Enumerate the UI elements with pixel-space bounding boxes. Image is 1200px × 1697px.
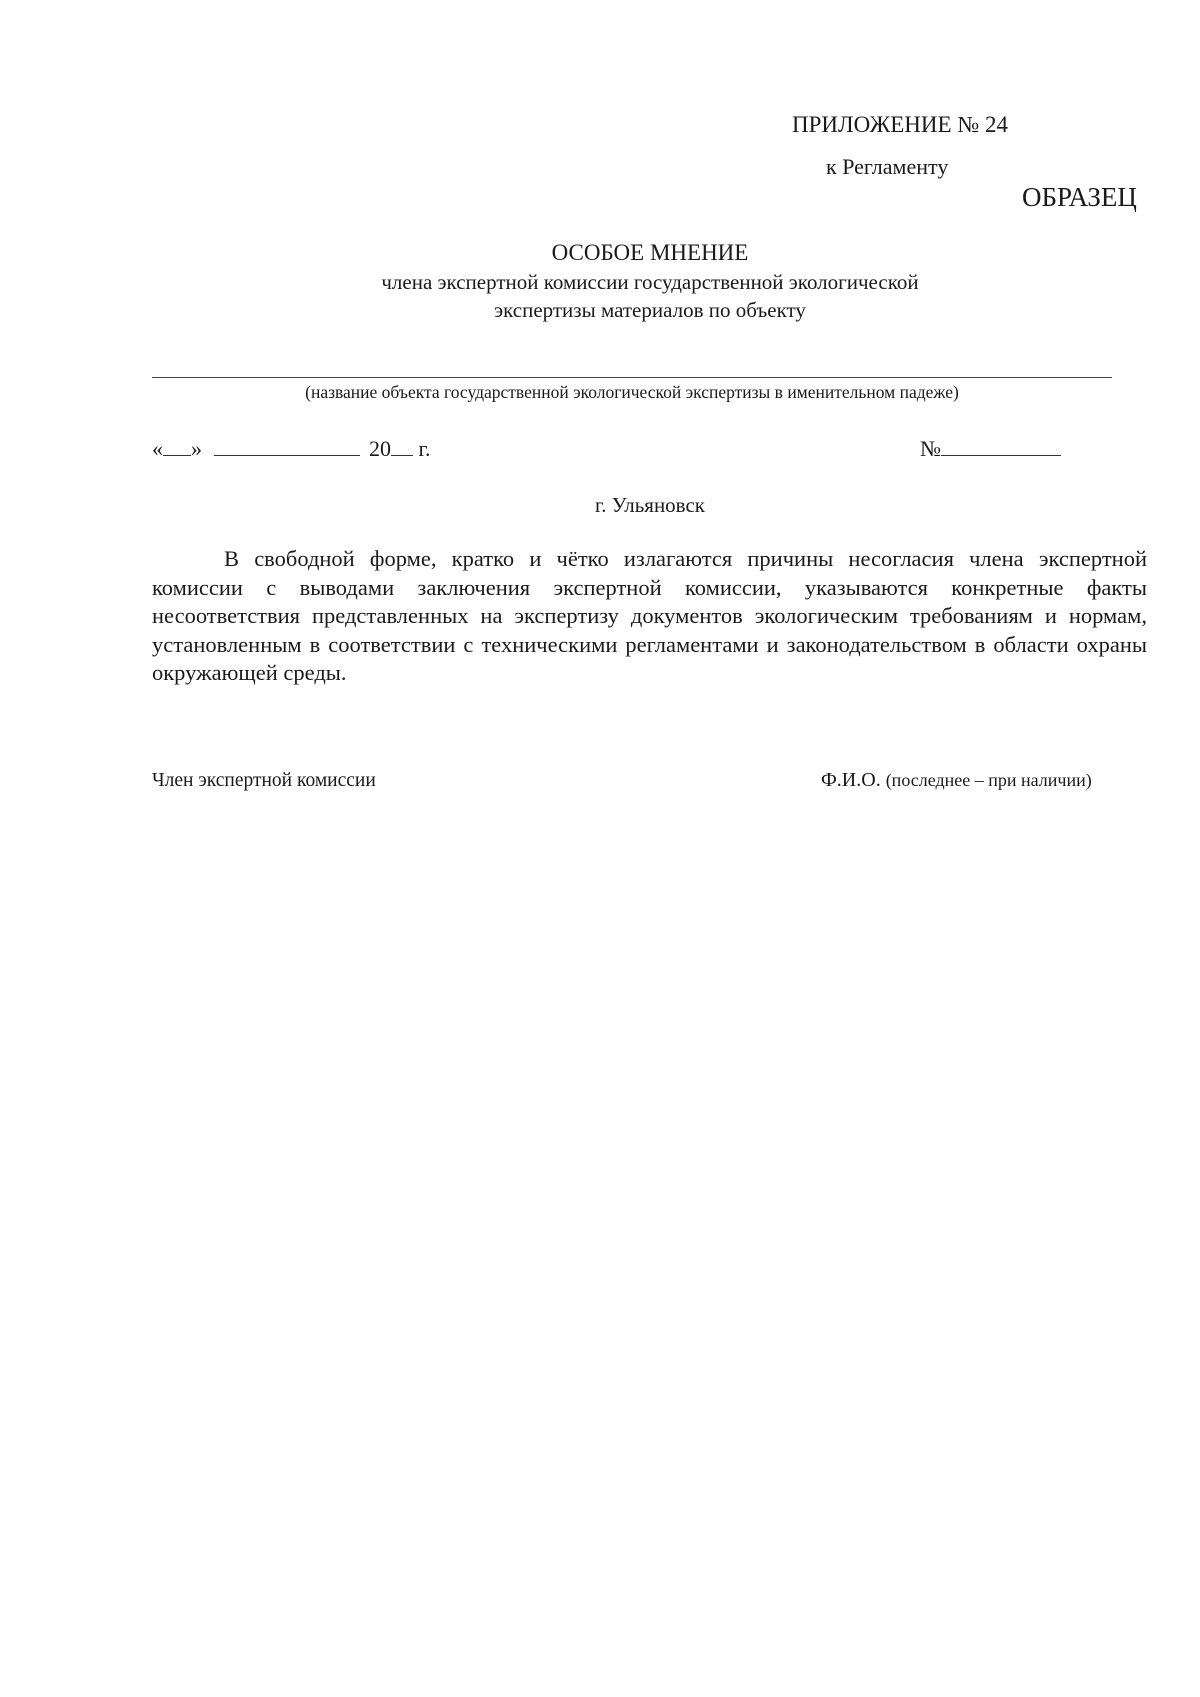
signer-name-note: (последнее – при наличии) bbox=[885, 770, 1092, 790]
city-line: г. Ульяновск bbox=[594, 493, 705, 517]
month-blank bbox=[214, 437, 360, 456]
signer-name-field bbox=[821, 769, 1092, 792]
sample-mark: ОБРАЗЕЦ bbox=[1022, 182, 1137, 212]
close-quote: » bbox=[191, 436, 202, 461]
appendix-reference: к Регламенту bbox=[826, 154, 949, 179]
document-subtitle-line-2: экспертизы материалов по объекту bbox=[494, 298, 806, 322]
year-prefix: 20 bbox=[369, 436, 391, 461]
document-number-field bbox=[920, 436, 1061, 462]
appendix-number: ПРИЛОЖЕНИЕ № 24 bbox=[792, 112, 1009, 137]
document-subtitle-line-1: члена экспертной комиссии государственной экологической bbox=[381, 270, 919, 294]
object-name-hint: (название объекта государственной экологической экспертизы в именительном падеже) bbox=[305, 382, 959, 402]
signer-name-label: Ф.И.О. bbox=[821, 769, 881, 791]
year-blank bbox=[391, 437, 413, 456]
number-blank bbox=[941, 437, 1061, 456]
document-title: ОСОБОЕ МНЕНИЕ bbox=[551, 240, 749, 265]
number-sign: № bbox=[920, 436, 941, 461]
day-blank bbox=[163, 437, 191, 456]
date-field bbox=[152, 436, 431, 462]
signer-role: Член экспертной комиссии bbox=[152, 770, 376, 791]
year-suffix: г. bbox=[418, 436, 431, 461]
body-paragraph: В свободной форме, кратко и чётко излагаются причины несогласия члена экспертной комиссии с выводами заключения экспертной комиссии, указываются конкретные факты несоответствия представленных на экспертизу документов экологическим требованиям и нормам, установленным в соответствии с техническими регламентами и законодательством в области охраны окружающей среды. bbox=[152, 546, 1147, 685]
open-quote: « bbox=[152, 436, 163, 461]
object-name-field-line bbox=[152, 377, 1112, 378]
